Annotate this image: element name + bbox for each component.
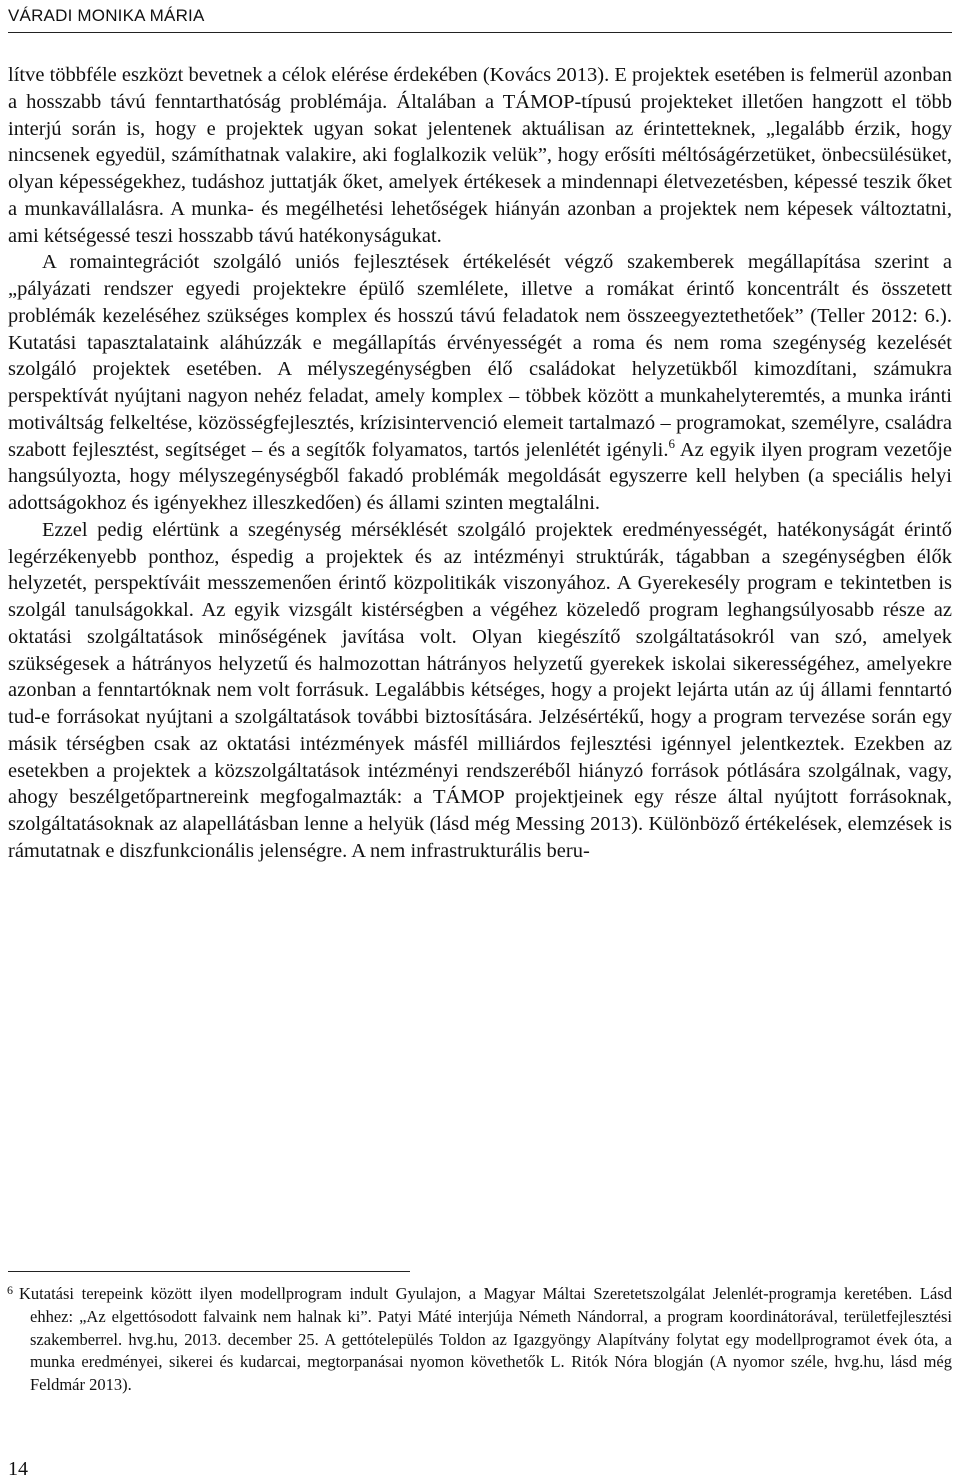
footnote-divider <box>8 1271 410 1272</box>
page-number: 14 <box>8 1458 28 1480</box>
footnote-marker: 6 <box>7 1283 13 1297</box>
paragraph-3: Ezzel pedig elértünk a szegénység mérséklését szolgáló projektek eredményességét, hatékonyságát érintő legérzékenyebb ponthoz, éspedig a projektek és az intézményi struktúrák, tágabban a szegénységben élők helyzetét, perspektíváit messzemenően érintő közpolitikák viszonyához. A Gyerekesély program e tekintetben is szolgál tanulságokkal. Az egyik vizsgált kistérségben a végéhez közeledő program leghangsúlyosabb része az oktatási szolgáltatások minőségének javítása volt. Olyan kiegészítő szolgáltatásokról van szó, amelyek szükségesek a hátrányos helyzetű és halmozottan hátrányos helyzetű gyerekek iskolai sikerességéhez, amelyekre azonban a fenntartóknak nem volt forrásuk. Legalábbis kétséges, hogy a projekt lejárta után az új állami fenntartó tud-e forrásokat nyújtani a szolgáltatások további biztosítására. Jelzésértékű, hogy a program tervezése során egy másik térségben csak az oktatási intézmények másfél milliárdos fejlesztési igénnyel jelentkeztek. Ezekben az esetekben a projektek a közszolgáltatások intézményi rendszeréből hiányzó források pótlására szolgálnak, vagy, ahogy beszélgetőpartnereink megfogalmazták: a TÁMOP projektjeinek egy része által nyújtott forrásoknak, szolgáltatásoknak az alapellátásban lenne a helyük (lásd még Messing 2013). Különböző értékelések, elemzések is rámutatnak e diszfunkcionális jelenségre. A nem infrastrukturális beru- <box>8 518 952 862</box>
paragraph-2 <box>8 249 952 517</box>
running-header: VÁRADI MONIKA MÁRIA <box>8 6 205 25</box>
footnote-text: Kutatási terepeink között ilyen modellprogram indult Gyulajon, a Magyar Máltai Szeretetszolgálat Jelenlét-programja keretében. Lásd ehhez: „Az elgettósodott falvaink nem halnak ki”. Patyi Máté interjúja Németh Nándorral, a program koordinátorával, területfejlesztési szakemberrel. hvg.hu, 2013. december 25. A gettótelepülés Toldon az Igazgyöngy Alapítvány folytat egy modellprogramot évek óta, a munka eredményei, sikerei és kudarcai, megtorpanásai nyomon követhetők L. Ritók Nóra blogján (A nyomor széle, hvg.hu, lásd még Feldmár 2013). <box>19 1284 952 1394</box>
paragraph-1: lítve többféle eszközt bevetnek a célok elérése érdekében (Kovács 2013). E projektek esetében is felmerül azonban a hosszabb távú fenntarthatóság problémája. Általában a TÁMOP-típusú projekteket illetően hangzott el több interjú során is, hogy e projektek ugyan sokat jelentenek aktuálisan az érintetteknek, „legalább érzik, hogy nincsenek egyedül, számíthatnak valakire, aki foglalkozik velük”, hogy erősíti méltóságérzetüket, önbecsülésüket, olyan képességekhez, tudáshoz juttatják őket, amelyek értékesek a mindennapi életvezetésben, képessé teszik őket a munkavállalásra. A munka- és megélhetési lehetőségek hiányán azonban a projektek nem képesek változtatni, ami kétségessé teszi hosszabb távú hatékonyságukat. <box>8 64 952 247</box>
header-divider <box>8 32 952 33</box>
body-text <box>8 62 952 865</box>
footnote <box>8 1283 952 1396</box>
paragraph-2-text-b: Az egyik ilyen program vezetője hangsúlyozta, hogy mélyszegénységből fakadó problémák megoldását egyszerre kell helyben (a speciális helyi adottságokhoz és igényekhez illeszkedően) és állami szinten megtalálni. <box>8 438 952 514</box>
paragraph-2-text-a: A romaintegrációt szolgáló uniós fejlesztések értékelését végző szakemberek megállapítása szerint a „pályázati rendszer egyedi projektekre épülő szemlélete, illetve a romákat érintő koncentrált és összetett problémák kezeléséhez szükséges komplex és hosszú távú feladatok nem összeegyeztethetőek” (Teller 2012: 6.). Kutatási tapasztalataink aláhúzzák e megállapítás érvényességét a roma és nem roma szegénység kezelését szolgáló projektek esetében. A mélyszegénységben élő családokat helyzetükből kimozdítani, számukra perspektívát nyújtani nagyon nehéz feladat, amely komplex – többek között a munkahelyteremtés, a munka iránti motiváltság felkeltése, közösségfejlesztés, krízisintervenció elemeit tartalmazó – programokat, személyre, családra szabott fejlesztést, segítséget – és a segítők folyamatos, tartós jelenlétét igényli. <box>8 251 952 461</box>
footnote-body <box>8 1283 952 1396</box>
footnote-reference[interactable]: 6 <box>668 435 675 451</box>
